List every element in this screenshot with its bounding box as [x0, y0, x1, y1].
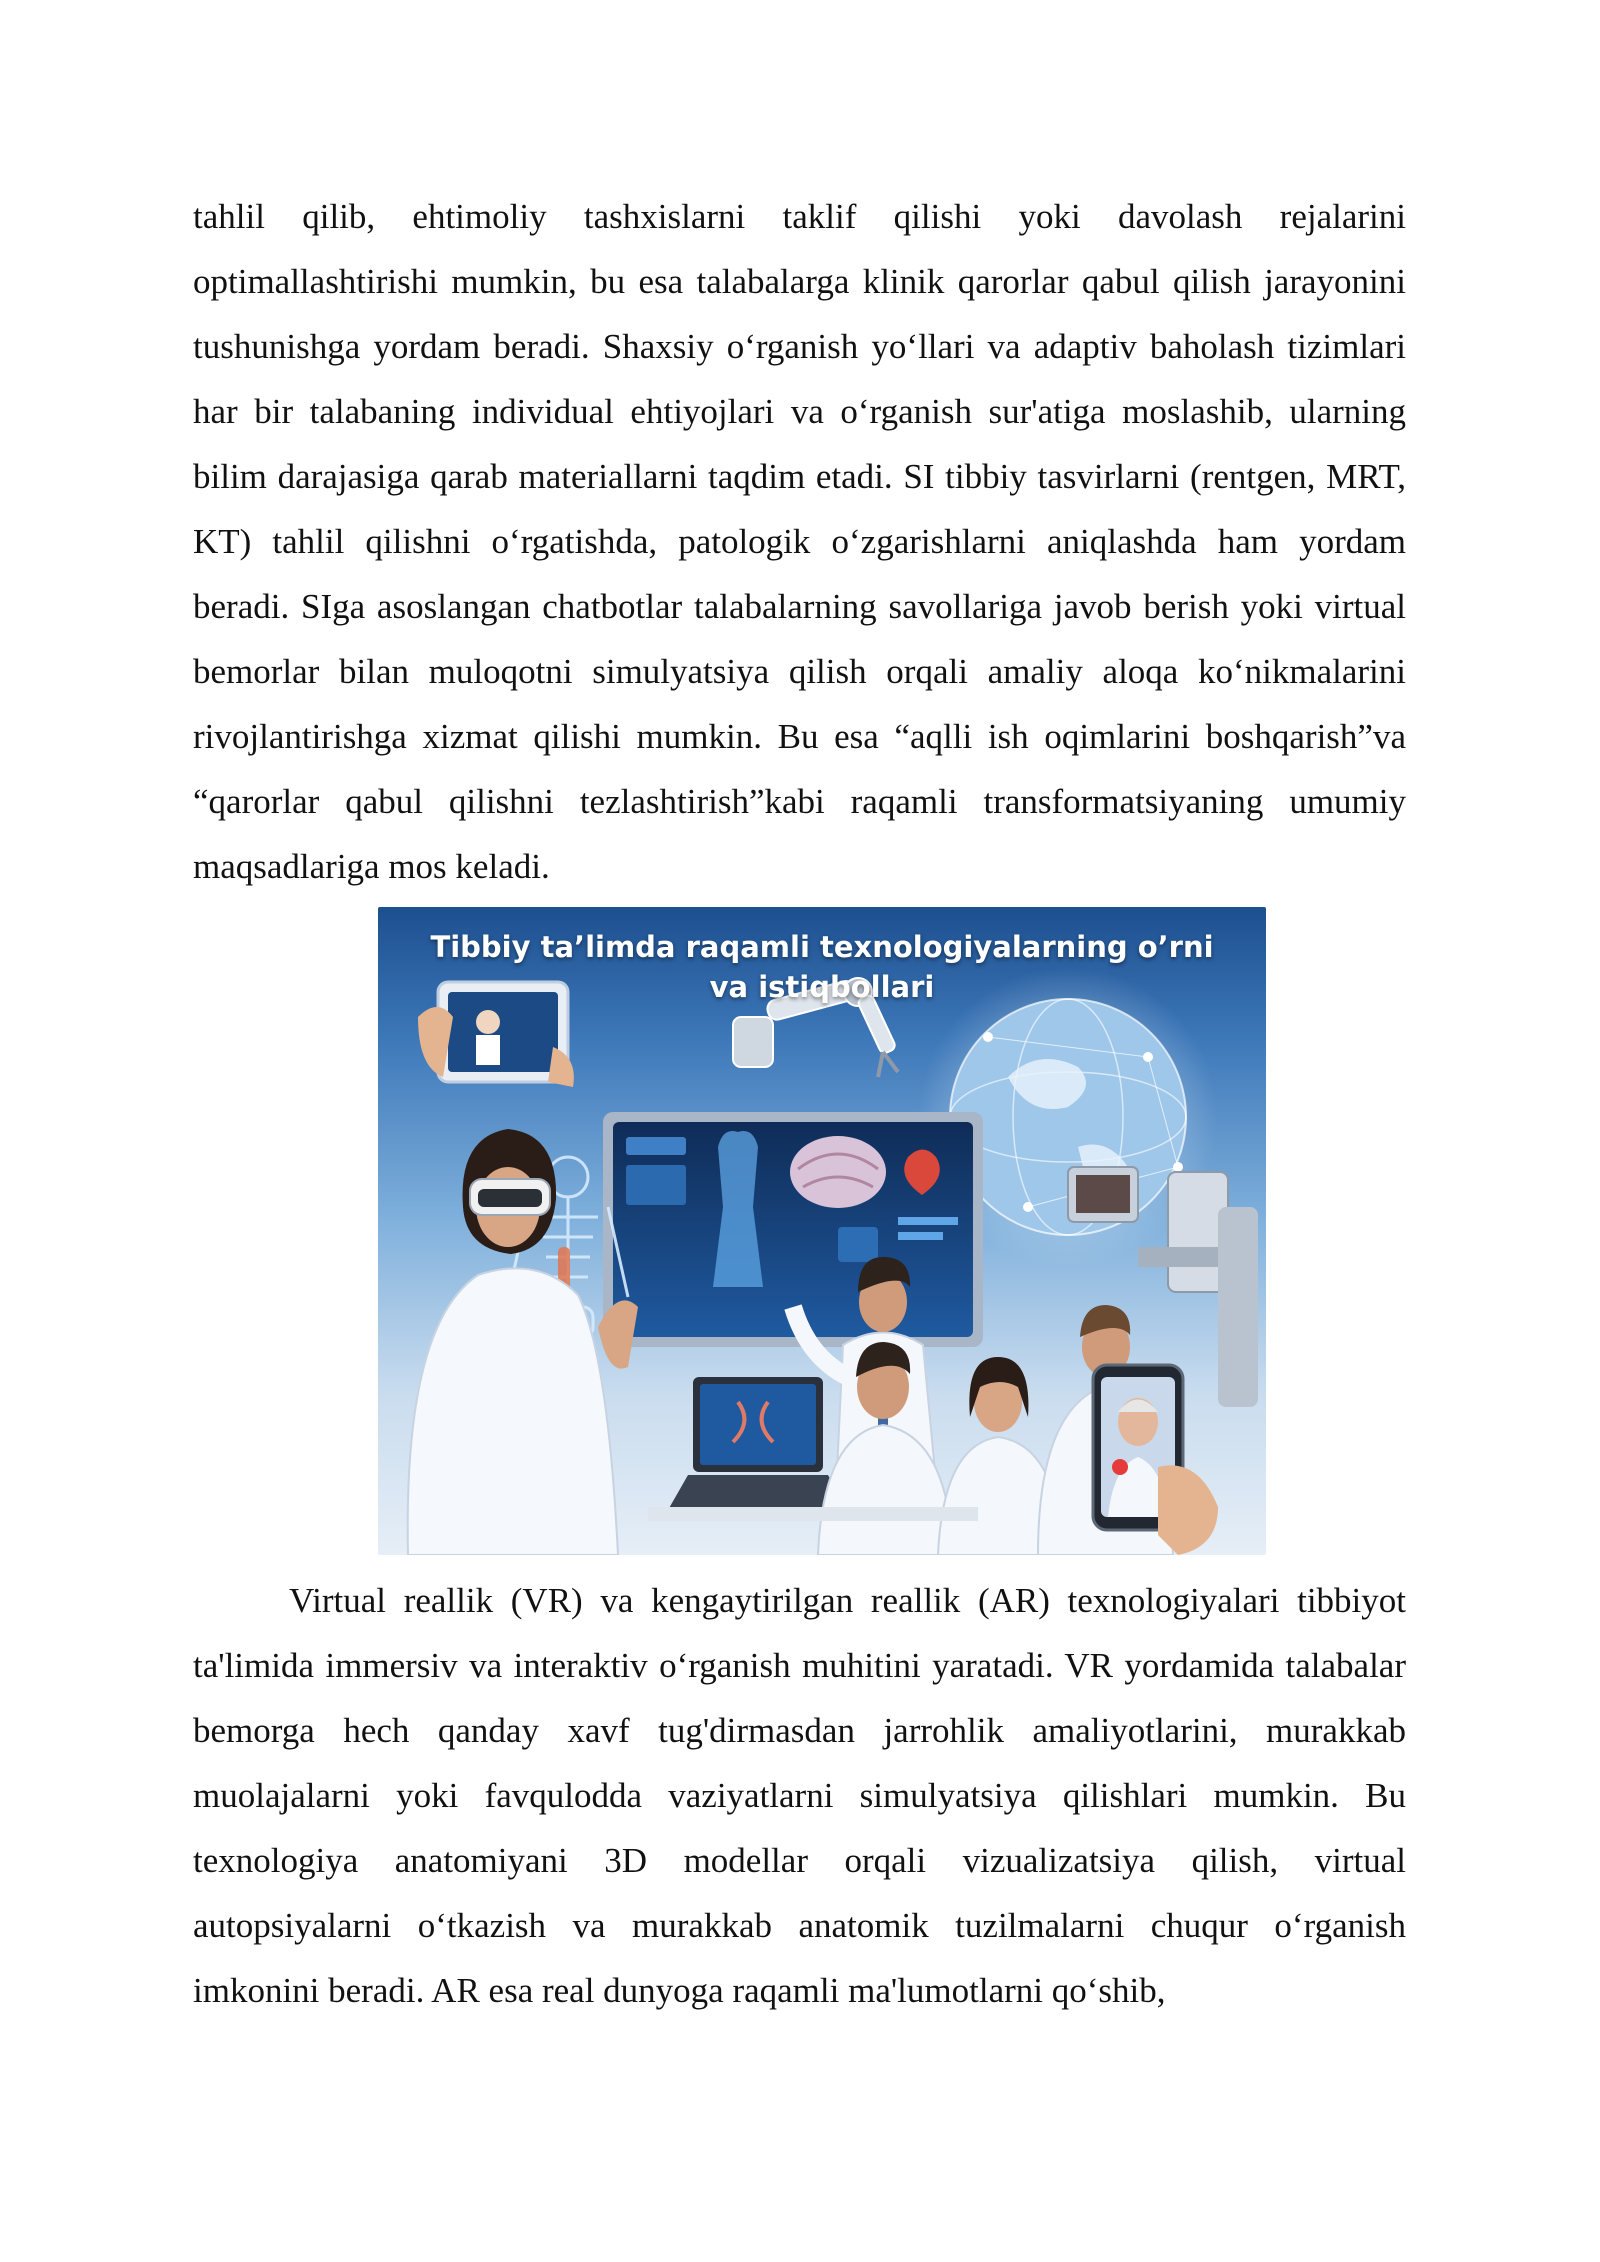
illustration-title-line-2: va istiqbollari [709, 970, 935, 1004]
paragraph-ai-in-education: tahlil qilib, ehtimoliy tashxislarni taklif qilishi yoki davolash rejalarini optimallashtirishi mumkin, bu esa talabalarga klinik qarorlar qabul qilish jarayonini tushunishga yordam beradi. Shaxsiy o‘rganish yo‘llari va adaptiv baholash tizimlari har bir talabaning individual ehtiyojlari va o‘rganish sur'atiga moslashib, ularning bilim darajasiga qarab materiallarni taqdim etadi. SI tibbiy tasvirlarni (rentgen, MRT, KT) tahlil qilishni o‘rgatishda, patologik o‘zgarishlarni aniqlashda ham yordam beradi. SIga asoslangan chatbotlar talabalarning savollariga javob berish yoki virtual bemorlar bilan muloqotni simulyatsiya qilish orqali amaliy aloqa ko‘nikmalarini rivojlantirishga xizmat qilishi mumkin. Bu esa “aqlli ish oqimlarini boshqarish”va “qarorlar qabul qilishni tezlashtirish”kabi raqamli transformatsiyaning umumiy maqsadlariga mos keladi. [193, 197, 1406, 886]
smartphone-icon [1093, 1365, 1218, 1555]
laptop-icon [668, 1377, 848, 1510]
paragraph-vr-ar-technologies: Virtual reallik (VR) va kengaytirilgan reallik (AR) texnologiyalari tibbiyot ta'limida immersiv va interaktiv o‘rganish muhitini yaratadi. VR yordamida talabalar bemorga hech qanday xavf tug'dirmasdan jarrohlik amaliyotlarini, murakkab muolajalarni yoki favqulodda vaziyatlarni simulyatsiya qilishlari mumkin. Bu texnologiya anatomiyani 3D modellar orqali vizualizatsiya qilish, virtual autopsiyalarni o‘tkazish va murakkab anatomik tuzilmalarni chuqur o‘rganish imkonini beradi. AR esa real dunyoga raqamli ma'lumotlarni qo‘shib, [193, 1581, 1406, 2010]
illustration-title-line-1: Tibbiy ta’limda raqamli texnologiyalarning o’rni [430, 930, 1214, 964]
illustration-title [378, 927, 1266, 1007]
illustration-digital-medical-education [378, 907, 1266, 1555]
vr-headset-icon [470, 1179, 550, 1215]
